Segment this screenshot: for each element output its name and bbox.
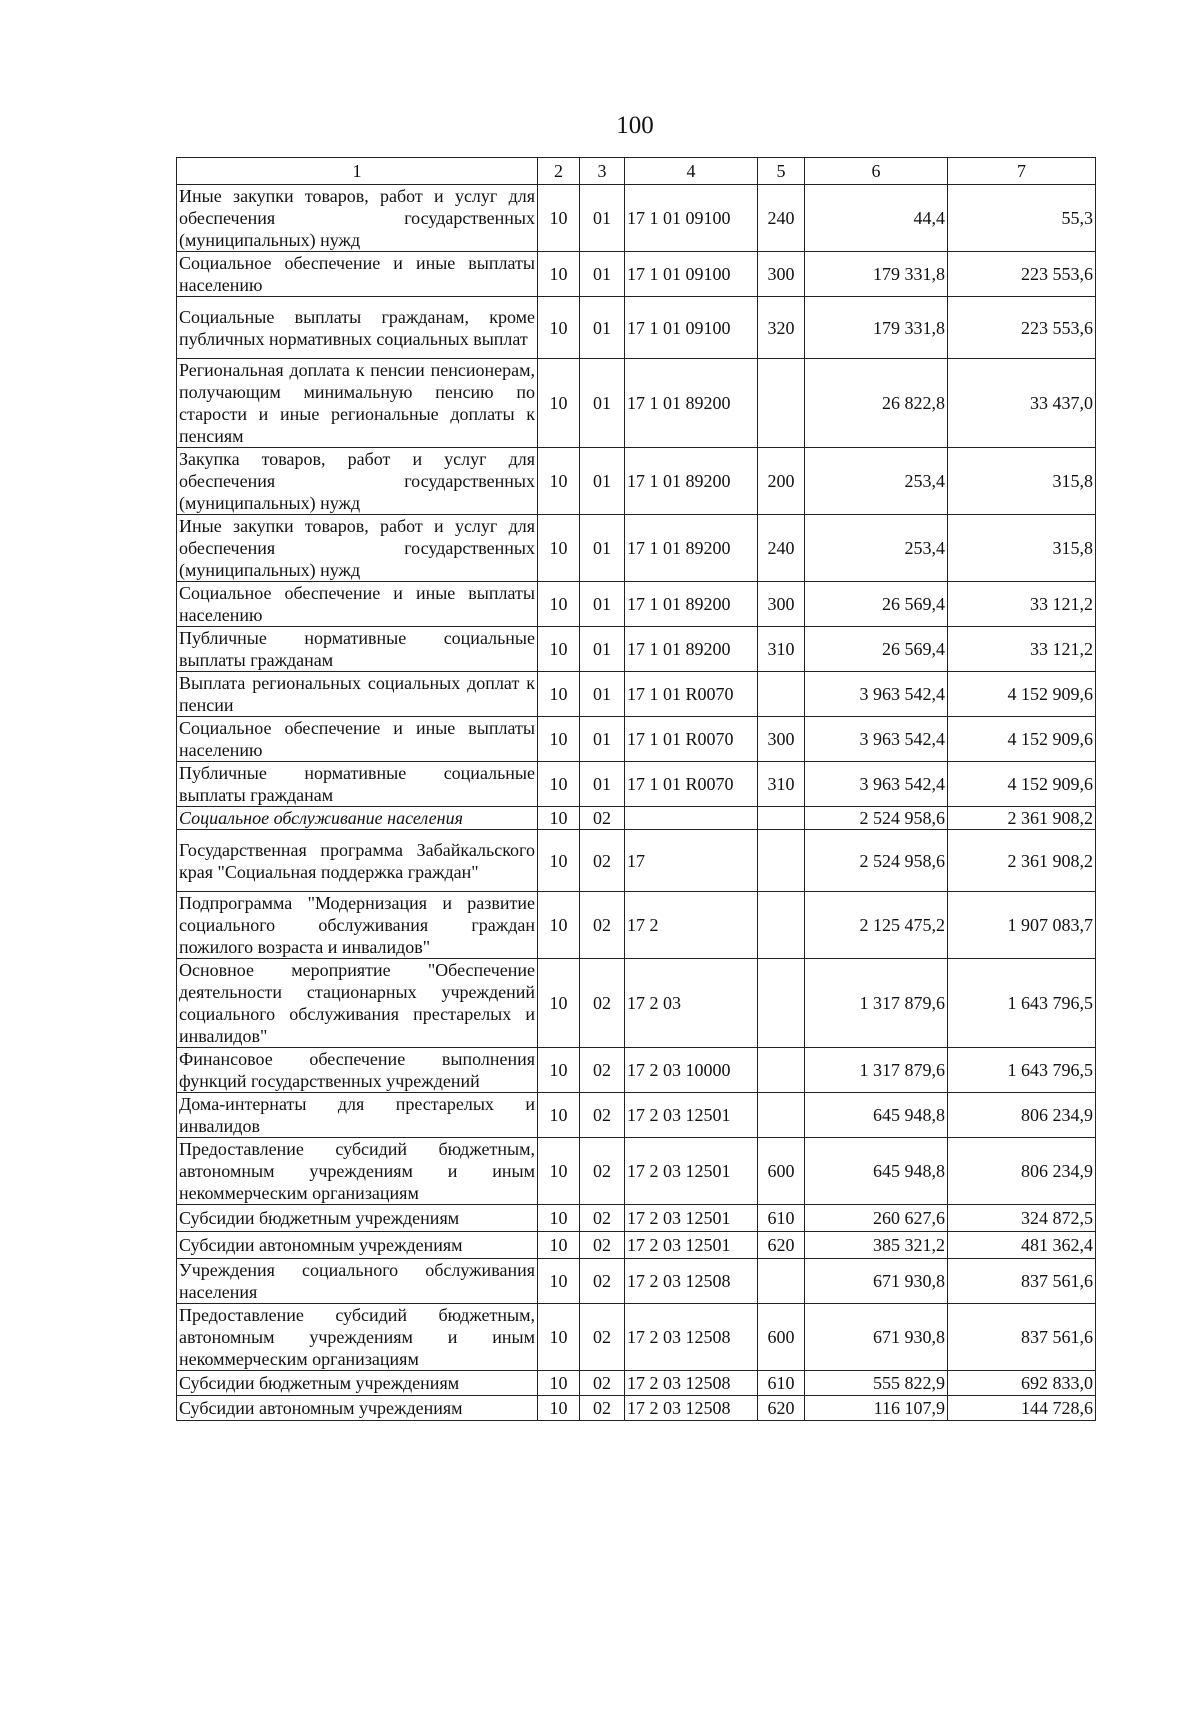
cell-target-article: 17 2 03 12501	[625, 1205, 758, 1232]
cell-name: Социальное обеспечение и иные выплаты населению	[177, 717, 538, 762]
cell-target-article: 17 1 01 09100	[625, 252, 758, 297]
cell-subsection: 02	[580, 1259, 625, 1304]
cell-amount-1: 253,4	[805, 515, 948, 582]
cell-section: 10	[538, 448, 580, 515]
cell-amount-2: 33 121,2	[948, 627, 1096, 672]
cell-name: Финансовое обеспечение выполнения функций государственных учреждений	[177, 1048, 538, 1093]
header-col-5: 5	[758, 158, 805, 185]
cell-amount-1: 26 569,4	[805, 582, 948, 627]
cell-target-article: 17 2 03 12501	[625, 1138, 758, 1205]
cell-amount-2: 481 362,4	[948, 1232, 1096, 1259]
cell-name: Иные закупки товаров, работ и услуг для обеспечения государственных (муниципальных) нужд	[177, 515, 538, 582]
cell-subsection: 01	[580, 185, 625, 252]
table-row	[177, 762, 1096, 807]
cell-target-article: 17 1 01 89200	[625, 515, 758, 582]
cell-expense-type	[758, 807, 805, 830]
cell-amount-2: 837 561,6	[948, 1259, 1096, 1304]
cell-name: Выплата региональных социальных доплат к пенсии	[177, 672, 538, 717]
cell-amount-2: 33 121,2	[948, 582, 1096, 627]
cell-amount-1: 179 331,8	[805, 297, 948, 359]
cell-amount-1: 555 822,9	[805, 1371, 948, 1396]
cell-amount-1: 1 317 879,6	[805, 1048, 948, 1093]
cell-expense-type: 320	[758, 297, 805, 359]
cell-target-article: 17 2 03 10000	[625, 1048, 758, 1093]
cell-name: Предоставление субсидий бюджетным, автономным учреждениям и иным некоммерческим организациям	[177, 1138, 538, 1205]
cell-target-article: 17 2 03 12501	[625, 1232, 758, 1259]
cell-target-article: 17 2 03 12508	[625, 1304, 758, 1371]
cell-expense-type: 620	[758, 1396, 805, 1421]
cell-subsection: 02	[580, 1396, 625, 1421]
cell-subsection: 01	[580, 359, 625, 448]
table-row	[177, 582, 1096, 627]
cell-amount-1: 645 948,8	[805, 1093, 948, 1138]
cell-expense-type	[758, 1093, 805, 1138]
cell-amount-2: 324 872,5	[948, 1205, 1096, 1232]
table-row	[177, 1304, 1096, 1371]
cell-target-article: 17 2	[625, 892, 758, 959]
cell-amount-2: 1 643 796,5	[948, 959, 1096, 1048]
cell-section: 10	[538, 1259, 580, 1304]
header-col-6: 6	[805, 158, 948, 185]
page-number: 100	[616, 112, 654, 139]
cell-expense-type: 300	[758, 582, 805, 627]
cell-section: 10	[538, 717, 580, 762]
cell-subsection: 02	[580, 1232, 625, 1259]
cell-name: Публичные нормативные социальные выплаты гражданам	[177, 762, 538, 807]
table-row	[177, 1205, 1096, 1232]
cell-expense-type	[758, 830, 805, 892]
cell-section: 10	[538, 627, 580, 672]
cell-subsection: 01	[580, 515, 625, 582]
cell-amount-2: 2 361 908,2	[948, 807, 1096, 830]
cell-target-article: 17 1 01 89200	[625, 627, 758, 672]
table-row	[177, 627, 1096, 672]
header-col-2: 2	[538, 158, 580, 185]
table-row	[177, 1138, 1096, 1205]
cell-name: Субсидии бюджетным учреждениям	[177, 1371, 538, 1396]
cell-name: Субсидии автономным учреждениям	[177, 1232, 538, 1259]
table-row	[177, 830, 1096, 892]
table-body	[177, 185, 1096, 1421]
cell-amount-2: 4 152 909,6	[948, 672, 1096, 717]
cell-section: 10	[538, 1371, 580, 1396]
cell-target-article: 17 2 03 12508	[625, 1371, 758, 1396]
cell-subsection: 02	[580, 1304, 625, 1371]
cell-section: 10	[538, 1048, 580, 1093]
cell-name: Социальное обеспечение и иные выплаты населению	[177, 252, 538, 297]
cell-amount-2: 1 907 083,7	[948, 892, 1096, 959]
cell-name: Дома-интернаты для престарелых и инвалидов	[177, 1093, 538, 1138]
cell-amount-1: 179 331,8	[805, 252, 948, 297]
cell-amount-1: 26 822,8	[805, 359, 948, 448]
cell-amount-2: 223 553,6	[948, 252, 1096, 297]
table-row	[177, 1371, 1096, 1396]
table-row	[177, 892, 1096, 959]
cell-amount-2: 4 152 909,6	[948, 717, 1096, 762]
cell-target-article: 17 1 01 89200	[625, 359, 758, 448]
cell-expense-type	[758, 672, 805, 717]
cell-subsection: 01	[580, 762, 625, 807]
cell-section: 10	[538, 515, 580, 582]
cell-name: Субсидии бюджетным учреждениям	[177, 1205, 538, 1232]
cell-amount-2: 144 728,6	[948, 1396, 1096, 1421]
cell-section: 10	[538, 359, 580, 448]
cell-amount-2: 1 643 796,5	[948, 1048, 1096, 1093]
table-row	[177, 359, 1096, 448]
cell-amount-1: 116 107,9	[805, 1396, 948, 1421]
cell-amount-1: 385 321,2	[805, 1232, 948, 1259]
cell-section: 10	[538, 1304, 580, 1371]
table-row	[177, 1048, 1096, 1093]
cell-section: 10	[538, 807, 580, 830]
budget-table	[176, 157, 1096, 1421]
cell-section: 10	[538, 892, 580, 959]
cell-section: 10	[538, 252, 580, 297]
cell-expense-type	[758, 959, 805, 1048]
table-row	[177, 1259, 1096, 1304]
table-row	[177, 515, 1096, 582]
cell-name: Предоставление субсидий бюджетным, автономным учреждениям и иным некоммерческим организациям	[177, 1304, 538, 1371]
cell-target-article: 17 2 03 12508	[625, 1259, 758, 1304]
cell-subsection: 02	[580, 1371, 625, 1396]
cell-section: 10	[538, 672, 580, 717]
cell-section: 10	[538, 1093, 580, 1138]
cell-subsection: 02	[580, 1205, 625, 1232]
cell-amount-2: 837 561,6	[948, 1304, 1096, 1371]
cell-subsection: 02	[580, 1093, 625, 1138]
cell-section: 10	[538, 297, 580, 359]
cell-expense-type	[758, 359, 805, 448]
cell-target-article: 17 1 01 R0070	[625, 762, 758, 807]
cell-target-article: 17 1 01 89200	[625, 448, 758, 515]
header-col-3: 3	[580, 158, 625, 185]
cell-amount-1: 671 930,8	[805, 1304, 948, 1371]
cell-amount-2: 315,8	[948, 448, 1096, 515]
cell-name: Подпрограмма "Модернизация и развитие социального обслуживания граждан пожилого возраста и инвалидов"	[177, 892, 538, 959]
cell-amount-1: 260 627,6	[805, 1205, 948, 1232]
cell-section: 10	[538, 185, 580, 252]
cell-amount-1: 3 963 542,4	[805, 762, 948, 807]
cell-subsection: 01	[580, 252, 625, 297]
cell-amount-1: 26 569,4	[805, 627, 948, 672]
cell-name: Иные закупки товаров, работ и услуг для обеспечения государственных (муниципальных) нужд	[177, 185, 538, 252]
cell-amount-2: 315,8	[948, 515, 1096, 582]
cell-name: Закупка товаров, работ и услуг для обеспечения государственных (муниципальных) нужд	[177, 448, 538, 515]
cell-amount-1: 1 317 879,6	[805, 959, 948, 1048]
cell-amount-1: 645 948,8	[805, 1138, 948, 1205]
cell-amount-1: 2 125 475,2	[805, 892, 948, 959]
cell-name: Социальное обеспечение и иные выплаты населению	[177, 582, 538, 627]
cell-target-article: 17 1 01 R0070	[625, 717, 758, 762]
cell-expense-type	[758, 1259, 805, 1304]
table-row	[177, 448, 1096, 515]
table-row	[177, 1396, 1096, 1421]
cell-expense-type: 620	[758, 1232, 805, 1259]
cell-expense-type: 310	[758, 627, 805, 672]
cell-amount-2: 2 361 908,2	[948, 830, 1096, 892]
cell-amount-1: 2 524 958,6	[805, 807, 948, 830]
header-col-4: 4	[625, 158, 758, 185]
table-row	[177, 252, 1096, 297]
table-row	[177, 297, 1096, 359]
cell-subsection: 02	[580, 830, 625, 892]
cell-target-article: 17 1 01 R0070	[625, 672, 758, 717]
cell-amount-2: 55,3	[948, 185, 1096, 252]
cell-name: Региональная доплата к пенсии пенсионерам, получающим минимальную пенсию по старости и иные региональные доплаты к пенсиям	[177, 359, 538, 448]
cell-expense-type: 600	[758, 1304, 805, 1371]
cell-expense-type	[758, 892, 805, 959]
table-row	[177, 672, 1096, 717]
cell-expense-type: 240	[758, 185, 805, 252]
cell-subsection: 01	[580, 297, 625, 359]
cell-target-article: 17 1 01 09100	[625, 185, 758, 252]
cell-section: 10	[538, 1205, 580, 1232]
cell-target-article: 17 1 01 09100	[625, 297, 758, 359]
table-row	[177, 959, 1096, 1048]
header-col-7: 7	[948, 158, 1096, 185]
cell-name: Учреждения социального обслуживания населения	[177, 1259, 538, 1304]
cell-amount-1: 2 524 958,6	[805, 830, 948, 892]
cell-expense-type: 610	[758, 1205, 805, 1232]
cell-expense-type: 600	[758, 1138, 805, 1205]
cell-section: 10	[538, 1232, 580, 1259]
cell-target-article: 17 2 03 12508	[625, 1396, 758, 1421]
table-row	[177, 717, 1096, 762]
cell-expense-type: 200	[758, 448, 805, 515]
header-row	[177, 158, 1096, 185]
cell-name: Основное мероприятие "Обеспечение деятельности стационарных учреждений социального обслуживания престарелых и инвалидов"	[177, 959, 538, 1048]
cell-amount-2: 33 437,0	[948, 359, 1096, 448]
cell-subsection: 02	[580, 892, 625, 959]
cell-target-article: 17 2 03	[625, 959, 758, 1048]
cell-amount-1: 44,4	[805, 185, 948, 252]
table-header	[177, 158, 1096, 185]
cell-name: Субсидии автономным учреждениям	[177, 1396, 538, 1421]
cell-section: 10	[538, 830, 580, 892]
cell-amount-2: 806 234,9	[948, 1138, 1096, 1205]
cell-expense-type: 610	[758, 1371, 805, 1396]
cell-expense-type: 240	[758, 515, 805, 582]
cell-section: 10	[538, 762, 580, 807]
cell-name: Социальные выплаты гражданам, кроме публичных нормативных социальных выплат	[177, 297, 538, 359]
table-row	[177, 1093, 1096, 1138]
header-col-1: 1	[177, 158, 538, 185]
cell-section: 10	[538, 582, 580, 627]
cell-target-article: 17	[625, 830, 758, 892]
cell-expense-type: 300	[758, 252, 805, 297]
cell-subsection: 01	[580, 717, 625, 762]
cell-amount-2: 806 234,9	[948, 1093, 1096, 1138]
cell-target-article	[625, 807, 758, 830]
cell-section: 10	[538, 1138, 580, 1205]
cell-subsection: 02	[580, 1138, 625, 1205]
cell-amount-2: 692 833,0	[948, 1371, 1096, 1396]
cell-amount-1: 3 963 542,4	[805, 717, 948, 762]
cell-target-article: 17 1 01 89200	[625, 582, 758, 627]
cell-expense-type: 310	[758, 762, 805, 807]
cell-amount-1: 3 963 542,4	[805, 672, 948, 717]
cell-name: Публичные нормативные социальные выплаты гражданам	[177, 627, 538, 672]
table-row	[177, 185, 1096, 252]
cell-amount-1: 253,4	[805, 448, 948, 515]
table-row	[177, 807, 1096, 830]
cell-amount-2: 223 553,6	[948, 297, 1096, 359]
cell-subsection: 02	[580, 1048, 625, 1093]
cell-subsection: 01	[580, 448, 625, 515]
table-row	[177, 1232, 1096, 1259]
cell-subsection: 01	[580, 672, 625, 717]
cell-name: Государственная программа Забайкальского края "Социальная поддержка граждан"	[177, 830, 538, 892]
cell-expense-type	[758, 1048, 805, 1093]
cell-section: 10	[538, 1396, 580, 1421]
cell-target-article: 17 2 03 12501	[625, 1093, 758, 1138]
cell-amount-1: 671 930,8	[805, 1259, 948, 1304]
cell-subsection: 01	[580, 582, 625, 627]
cell-subsection: 01	[580, 627, 625, 672]
cell-section: 10	[538, 959, 580, 1048]
cell-subsection: 02	[580, 807, 625, 830]
cell-amount-2: 4 152 909,6	[948, 762, 1096, 807]
cell-name: Социальное обслуживание населения	[177, 807, 538, 830]
cell-subsection: 02	[580, 959, 625, 1048]
cell-expense-type: 300	[758, 717, 805, 762]
